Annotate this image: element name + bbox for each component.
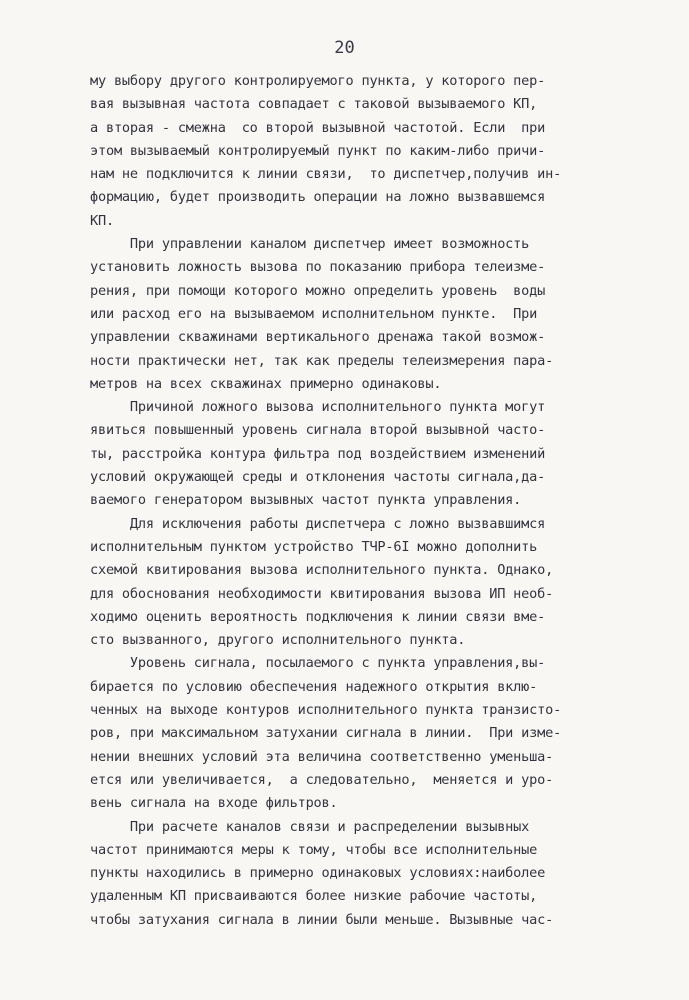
paragraph (90, 513, 610, 653)
paragraph (90, 70, 610, 233)
text-line: Уровень сигнала, посылаемого с пункта управления,вы- (90, 655, 546, 672)
text-line: исполнительным пунктом устройство ТЧР-6І можно дополнить (90, 538, 538, 555)
text-line: управлении скважинами вертикального дренажа такой возмож- (90, 329, 546, 346)
text-line: ности практически нет, так как пределы телеизмерения пара- (90, 352, 554, 369)
text-line: нам не подключится к линии связи, то диспетчер,получив ин- (90, 166, 562, 183)
text-line: чтобы затухания сигнала в линии были меньше. Вызывные час- (90, 911, 554, 928)
text-line: ченных на выходе контуров исполнительного пункта транзисто- (90, 702, 562, 719)
text-line: формацию, будет производить операции на ложно вызвавшемся (90, 189, 546, 206)
text-line: ходимо оценить вероятность подключения к линии связи вме- (90, 608, 546, 625)
text-line: ется или увеличивается, а следовательно, меняется и уро- (90, 771, 554, 788)
text-line: пункты находились в примерно одинаковых условиях:наиболее (90, 865, 546, 882)
text-line: схемой квитирования вызова исполнительного пункта. Однако, (90, 562, 554, 579)
text-line: ров, при максимальном затухании сигнала в линии. При изме- (90, 725, 562, 742)
text-line: этом вызываемый контролируемый пункт по каким-либо причи- (90, 142, 546, 159)
paragraph (90, 233, 610, 396)
text-line: удаленным КП присваиваются более низкие рабочие частоты, (90, 888, 538, 905)
text-line: условий окружающей среды и отклонения частоты сигнала,да- (90, 469, 546, 486)
text-line: сто вызванного, другого исполнительного пункта. (90, 632, 466, 649)
paragraph (90, 816, 610, 932)
text-line: явиться повышенный уровень сигнала второй вызывной часто- (90, 422, 546, 439)
text-line: При расчете каналов связи и распределении вызывных (90, 818, 530, 835)
paragraph (90, 652, 610, 815)
paragraph (90, 396, 610, 512)
text-line: При управлении каналом диспетчер имеет возможность (90, 236, 530, 253)
text-line: му выбору другого контролируемого пункта, у которого пер- (90, 73, 546, 89)
page-number: 20 (334, 38, 355, 58)
text-line: вень сигнала на входе фильтров. (90, 795, 338, 812)
text-line: или расход его на вызываемом исполнительном пункте. При (90, 305, 538, 322)
text-line: а вторая - смежна со второй вызывной частотой. Если при (90, 119, 546, 136)
body-text (90, 70, 610, 932)
text-line: метров на всех скважинах примерно одинаковы. (90, 375, 442, 392)
text-line: ваемого генератором вызывных частот пункта управления. (90, 492, 522, 509)
text-line: вая вызывная частота совпадает с таковой вызываемого КП, (90, 96, 538, 113)
text-line: Причиной ложного вызова исполнительного пункта могут (90, 399, 546, 416)
text-line: ты, расстройка контура фильтра под воздействием изменений (90, 445, 546, 462)
text-line: установить ложность вызова по показанию прибора телеизме- (90, 259, 546, 276)
text-line: рения, при помощи которого можно определить уровень воды (90, 282, 546, 299)
text-line: Для исключения работы диспетчера с ложно вызвавшимся (90, 515, 546, 532)
text-line: нении внешних условий эта величина соответственно уменьша- (90, 748, 554, 765)
text-line: для обоснования необходимости квитирования вызова ИП необ- (90, 585, 554, 602)
text-line: КП. (90, 212, 114, 229)
text-line: частот принимаются меры к тому, чтобы все исполнительные (90, 841, 538, 858)
text-line: бирается по условию обеспечения надежного открытия вклю- (90, 678, 538, 695)
